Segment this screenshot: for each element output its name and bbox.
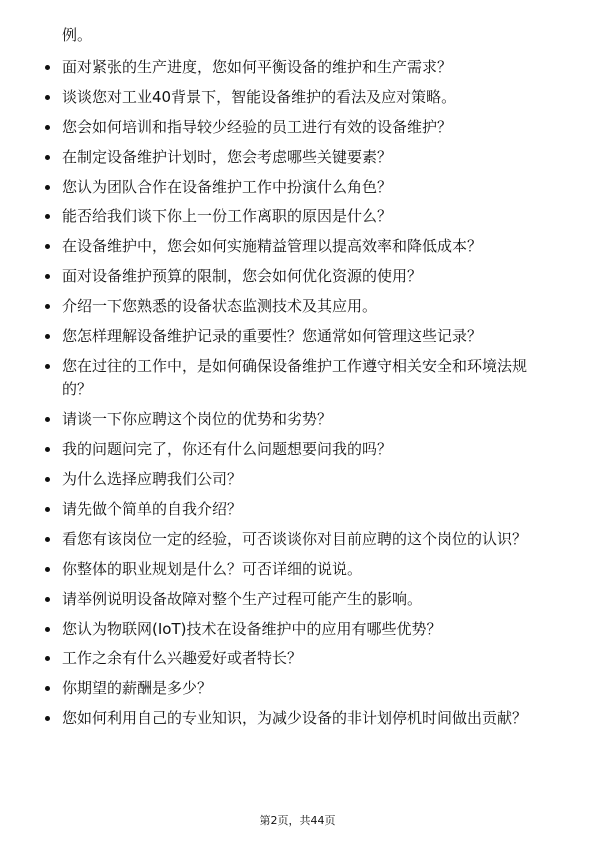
question-text: 您如何利用自己的专业知识，为减少设备的非计划停机时间做出贡献？ <box>62 709 528 728</box>
question-item <box>0 677 595 701</box>
bullet-icon <box>45 537 50 542</box>
question-text: 您认为团队合作在设备维护工作中扮演什么角色？ <box>62 177 393 196</box>
question-item <box>0 498 595 522</box>
bullet-icon <box>45 656 50 661</box>
bullet-icon <box>45 716 50 721</box>
question-text: 你整体的职业规划是什么？可否详细的说说。 <box>62 559 363 578</box>
question-item <box>0 558 595 582</box>
bullet-icon <box>45 507 50 512</box>
bullet-icon <box>45 304 50 309</box>
question-text: 您认为物联网(IoT)技术在设备维护中的应用有哪些优势？ <box>62 619 442 638</box>
question-item <box>0 295 595 319</box>
question-text: 你期望的薪酬是多少？ <box>62 679 213 698</box>
bullet-icon <box>45 244 50 249</box>
question-text: 为什么选择应聘我们公司？ <box>62 470 243 489</box>
question-item <box>0 618 595 642</box>
question-item <box>0 116 595 140</box>
bullet-icon <box>45 417 50 422</box>
question-item <box>0 205 595 229</box>
question-item <box>0 265 595 289</box>
question-text: 请先做个简单的自我介绍？ <box>62 499 243 518</box>
question-text: 看您有该岗位一定的经验，可否谈谈你对目前应聘的这个岗位的认识？ <box>62 529 528 548</box>
bullet-icon <box>45 214 50 219</box>
bullet-icon <box>45 597 50 602</box>
question-item <box>0 647 595 671</box>
question-item <box>0 528 595 552</box>
question-item <box>0 355 595 402</box>
bullet-icon <box>45 125 50 130</box>
question-text: 您会如何培训和指导较少经验的员工进行有效的设备维护？ <box>62 117 453 136</box>
question-text: 在设备维护中，您会如何实施精益管理以提高效率和降低成本？ <box>62 237 483 256</box>
bullet-icon <box>45 686 50 691</box>
question-item <box>0 325 595 349</box>
bullet-icon <box>45 95 50 100</box>
question-item <box>0 146 595 170</box>
page-footer: 第2页，共44页 <box>259 814 336 827</box>
question-item <box>0 468 595 492</box>
question-text: 面对紧张的生产进度，您如何平衡设备的维护和生产需求？ <box>62 58 453 76</box>
question-item <box>0 176 595 200</box>
bullet-icon <box>45 567 50 572</box>
bullet-icon <box>45 447 50 452</box>
question-item <box>0 438 595 462</box>
question-text: 请举例说明设备故障对整个生产过程可能产生的影响。 <box>62 589 423 608</box>
question-item <box>0 408 595 432</box>
question-list <box>0 56 595 737</box>
question-item <box>0 235 595 259</box>
bullet-icon <box>45 185 50 190</box>
question-text: 介绍一下您熟悉的设备状态监测技术及其应用。 <box>62 297 378 316</box>
question-text: 您在过往的工作中，是如何确保设备维护工作遵守相关安全和环境法规的？ <box>62 356 528 399</box>
question-item <box>0 588 595 612</box>
question-item <box>0 56 595 80</box>
question-text: 面对设备维护预算的限制，您会如何优化资源的使用？ <box>62 267 423 286</box>
question-text: 您怎样理解设备维护记录的重要性？您通常如何管理这些记录？ <box>62 327 483 346</box>
bullet-icon <box>45 65 50 70</box>
question-text: 在制定设备维护计划时，您会考虑哪些关键要素？ <box>62 147 393 166</box>
question-item <box>0 86 595 110</box>
bullet-icon <box>45 477 50 482</box>
question-text: 请谈一下你应聘这个岗位的优势和劣势？ <box>62 410 333 429</box>
continuation-text: 例。 <box>62 26 93 44</box>
question-item <box>0 707 595 731</box>
question-text: 能否给我们谈下你上一份工作离职的原因是什么？ <box>62 207 393 226</box>
bullet-icon <box>45 627 50 632</box>
bullet-icon <box>45 155 50 160</box>
question-text: 工作之余有什么兴趣爱好或者特长？ <box>62 649 303 668</box>
bullet-icon <box>45 334 50 339</box>
bullet-icon <box>45 364 50 369</box>
question-text: 我的问题问完了，你还有什么问题想要问我的吗？ <box>62 440 393 459</box>
question-text: 谈谈您对工业40背景下，智能设备维护的看法及应对策略。 <box>62 87 457 106</box>
bullet-icon <box>45 274 50 279</box>
